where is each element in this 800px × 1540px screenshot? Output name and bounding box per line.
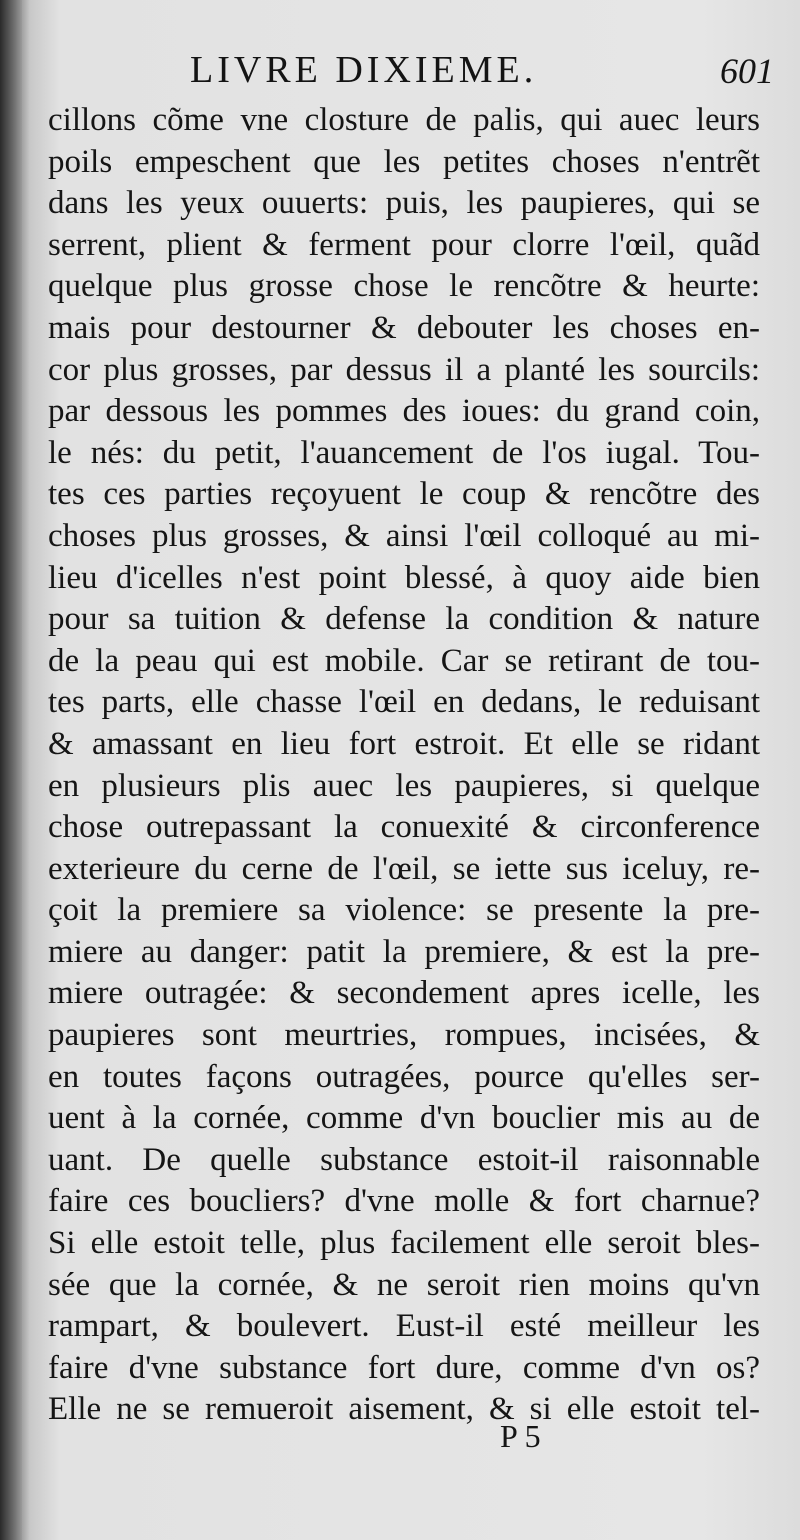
page-number: 601 — [720, 51, 774, 91]
text-line: faire d'vne substance fort dure, comme d'vn os? — [48, 1349, 760, 1386]
text-line: poils empeschent que les petites choses n'entrẽt — [48, 143, 760, 180]
text-line: uent à la cornée, comme d'vn bouclier mis au de — [48, 1100, 760, 1137]
text-line: choses plus grosses, & ainsi l'œil colloqué au mi- — [48, 517, 760, 554]
text-line: en plusieurs plis auec les paupieres, si quelque — [48, 767, 760, 804]
text-line: en toutes façons outragées, pource qu'elles ser- — [48, 1058, 760, 1095]
text-line: mais pour destourner & debouter les choses en- — [48, 309, 760, 346]
text-line: lieu d'icelles n'est point blessé, à quoy aide bien — [48, 559, 760, 596]
running-title: LIVRE DIXIEME. — [190, 49, 538, 91]
text-line: cillons cõme vne closture de palis, qui auec leurs — [48, 102, 760, 138]
body-text — [48, 100, 760, 1431]
text-line: pour sa tuition & defense la condition & nature — [48, 601, 760, 638]
text-line: tes parts, elle chasse l'œil en dedans, le reduisant — [48, 684, 760, 721]
text-line: Si elle estoit telle, plus facilement elle seroit bles- — [48, 1225, 760, 1262]
text-line: miere au danger: patit la premiere, & est la pre- — [48, 933, 760, 970]
text-line: dans les yeux ouuerts: puis, les paupieres, qui se — [48, 185, 760, 222]
text-line: cor plus grosses, par dessus il a planté les sourcils: — [48, 351, 760, 388]
text-line: rampart, & boulevert. Eust-il esté meilleur les — [48, 1308, 760, 1345]
text-line: le nés: du petit, l'auancement de l'os iugal. Tou- — [48, 434, 760, 471]
signature-mark: P 5 — [500, 1418, 541, 1454]
text-line: chose outrepassant la conuexité & circonference — [48, 809, 760, 846]
text-line: de la peau qui est mobile. Car se retirant de tou- — [48, 642, 760, 679]
text-line: paupieres sont meurtries, rompues, incisées, & — [48, 1017, 760, 1054]
text-line: uant. De quelle substance estoit-il raisonnable — [48, 1141, 760, 1178]
text-line: çoit la premiere sa violence: se presente la pre- — [48, 892, 760, 929]
text-line: tes ces parties reçoyuent le coup & rencõtre des — [48, 476, 760, 513]
text-line: quelque plus grosse chose le rencõtre & heurte: — [48, 268, 760, 305]
text-line: exterieure du cerne de l'œil, se iette sus iceluy, re- — [48, 850, 760, 887]
text-line: faire ces boucliers? d'vne molle & fort charnue? — [48, 1183, 760, 1220]
text-line: miere outragée: & secondement apres icelle, les — [48, 975, 760, 1012]
text-line: par dessous les pommes des ioues: du grand coin, — [48, 393, 760, 430]
text-line: Elle ne se remueroit aisement, & si elle estoit tel- — [48, 1391, 760, 1428]
text-line: sée que la cornée, & ne seroit rien moins qu'vn — [48, 1266, 760, 1303]
running-head — [40, 48, 780, 100]
text-line: & amassant en lieu fort estroit. Et elle se ridant — [48, 725, 760, 762]
text-line: serrent, plient & ferment pour clorre l'œil, quãd — [48, 226, 760, 263]
binding-gutter — [0, 0, 22, 1540]
